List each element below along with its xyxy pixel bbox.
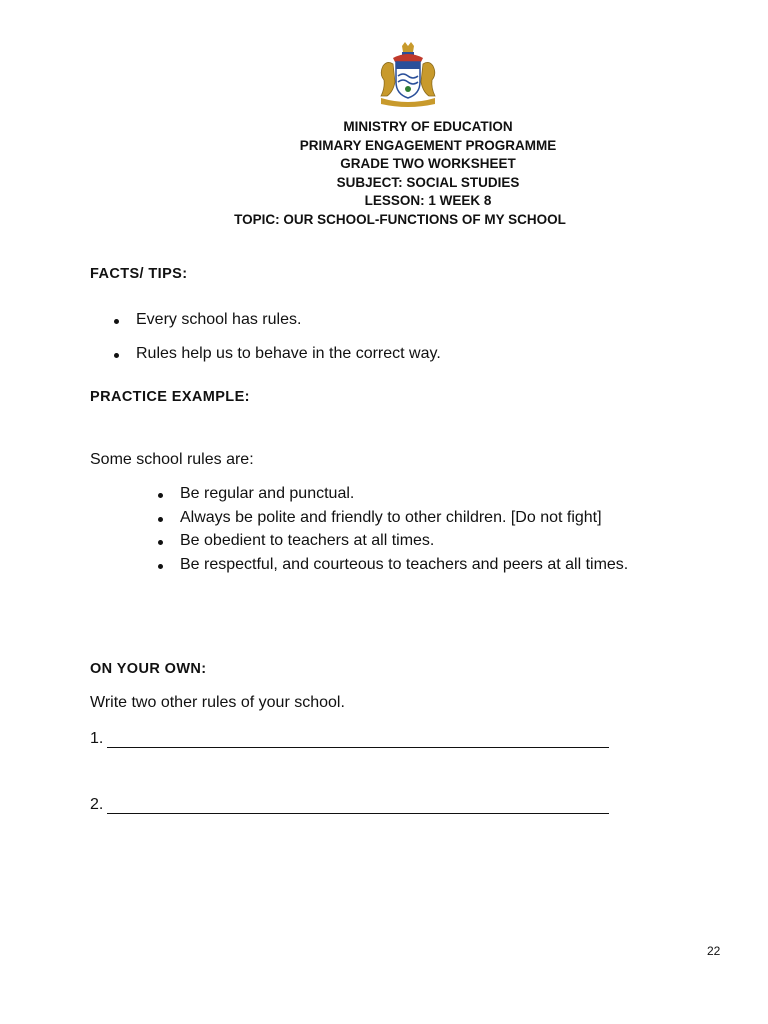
answer-number: 1. bbox=[90, 730, 104, 747]
page-number: 22 bbox=[707, 944, 721, 958]
answer-line-1[interactable] bbox=[90, 730, 609, 748]
list-item: Every school has rules. bbox=[112, 310, 441, 344]
list-item: Be obedient to teachers at all times. bbox=[156, 531, 628, 555]
worksheet-header bbox=[200, 118, 656, 230]
facts-list bbox=[112, 310, 441, 378]
answer-blank[interactable] bbox=[107, 733, 609, 748]
header-line-ministry: MINISTRY OF EDUCATION bbox=[343, 119, 513, 134]
answer-line-2[interactable] bbox=[90, 796, 609, 814]
on-your-own-instruction: Write two other rules of your school. bbox=[90, 694, 345, 711]
header-line-topic: TOPIC: OUR SCHOOL-FUNCTIONS OF MY SCHOOL bbox=[234, 211, 566, 227]
list-item: Rules help us to behave in the correct way. bbox=[112, 344, 441, 378]
rules-list bbox=[156, 484, 628, 578]
facts-heading: FACTS/ TIPS: bbox=[90, 266, 188, 282]
list-item: Always be polite and friendly to other children. [Do not fight] bbox=[156, 508, 628, 532]
practice-heading: PRACTICE EXAMPLE: bbox=[90, 389, 250, 405]
practice-intro: Some school rules are: bbox=[90, 451, 254, 468]
header-line-lesson: LESSON: 1 WEEK 8 bbox=[364, 193, 492, 209]
list-item: Be respectful, and courteous to teachers and peers at all times. bbox=[156, 555, 628, 579]
answer-blank[interactable] bbox=[107, 799, 609, 814]
answer-number: 2. bbox=[90, 796, 104, 813]
header-line-subject: SUBJECT: SOCIAL STUDIES bbox=[336, 174, 520, 190]
header-line-programme: PRIMARY ENGAGEMENT PROGRAMME bbox=[299, 137, 557, 153]
header-line-grade: GRADE TWO WORKSHEET bbox=[340, 156, 516, 172]
list-item: Be regular and punctual. bbox=[156, 484, 628, 508]
coat-of-arms-icon bbox=[375, 42, 441, 108]
on-your-own-heading: ON YOUR OWN: bbox=[90, 661, 207, 677]
